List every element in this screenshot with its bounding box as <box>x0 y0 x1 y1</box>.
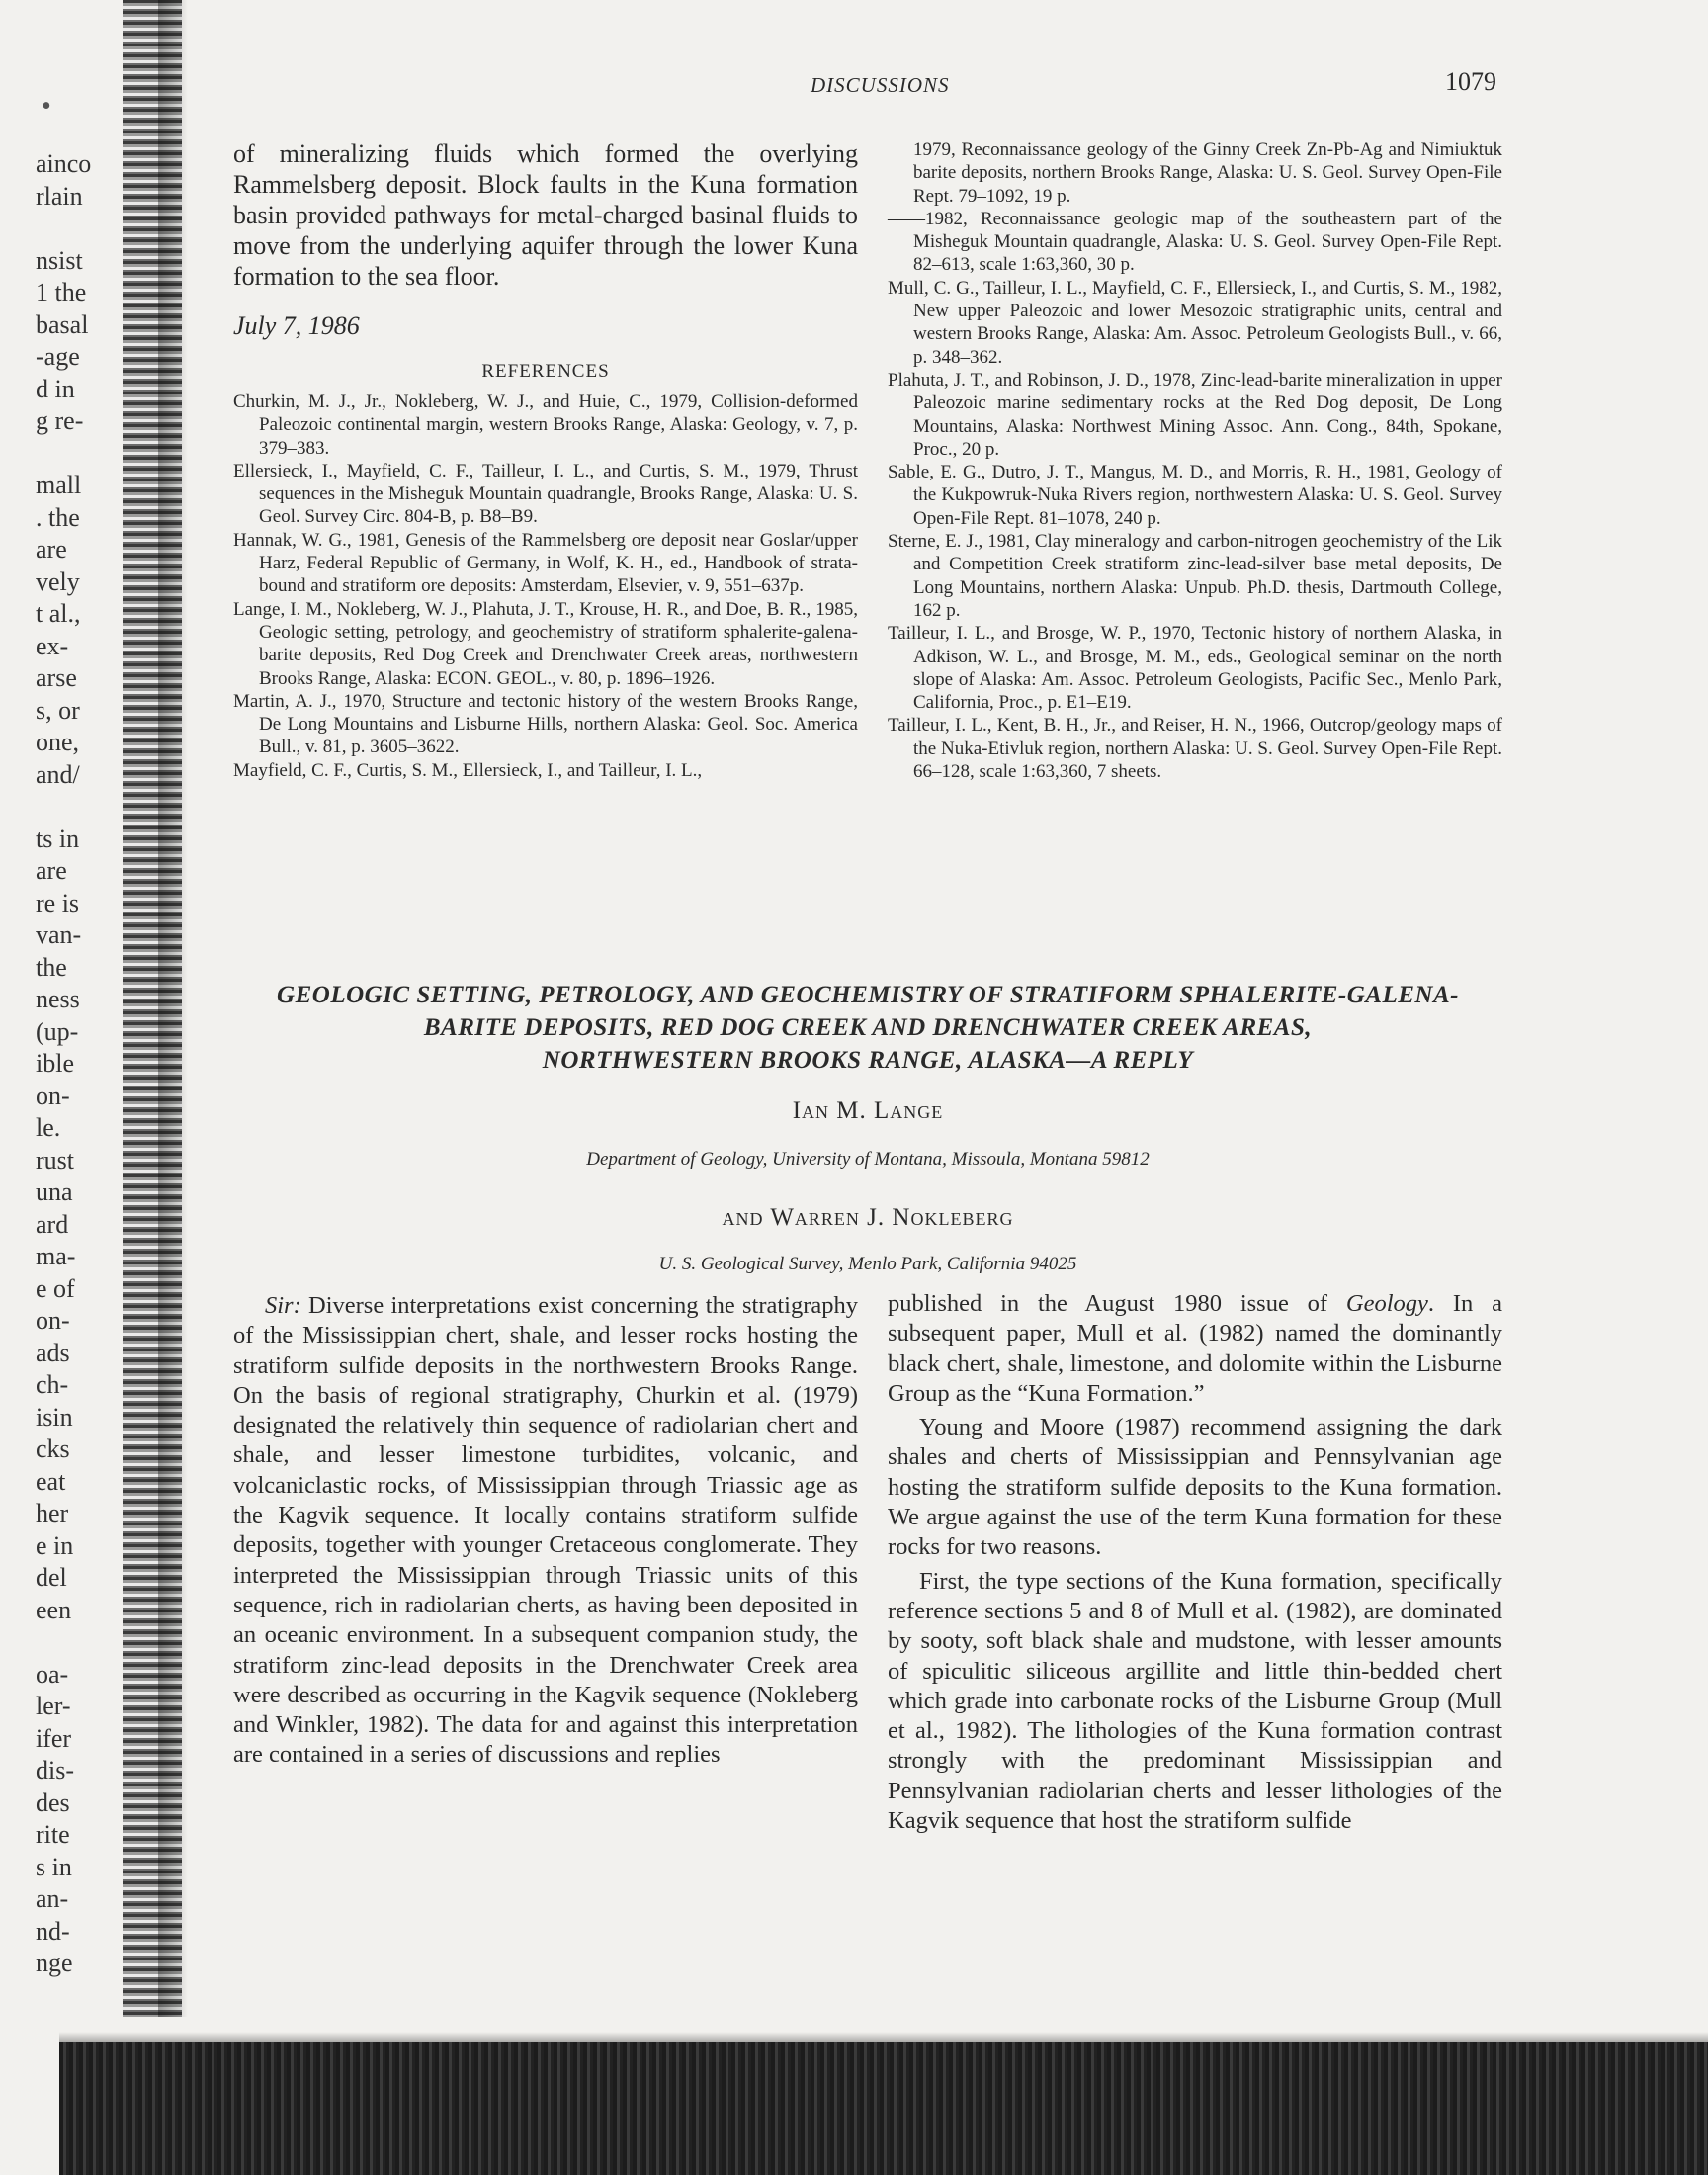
prior-discussion-right-column <box>888 138 1502 783</box>
article-title-line: GEOLOGIC SETTING, PETROLOGY, AND GEOCHEMISTRY OF STRATIFORM SPHALERITE-GALENA- <box>277 982 1459 1008</box>
author-name: Ian M. Lange <box>792 1097 944 1124</box>
adjacent-page-fragment: her <box>36 1499 69 1527</box>
body-paragraph-text: Diverse interpretations exist concerning the stratigraphy of the Mississippian chert, shale, and lesser rocks hosting the stratiform sulfide deposits in the northwestern Brooks Range. On the basis of regional stratigraphy, Churkin et al. (1979) designated the relatively thin sequence of radiolarian chert and shale, and lesser limestone turbidites, volcanic, and volcaniclastic rocks, of Mississippian through Triassic age as the Kagvik sequence. It locally contains stratiform sulfide deposits, together with younger Cretaceous conglomerate. They interpreted the Mississippian through Triassic units of this sequence, rich in radiolarian cherts, as having been deposited in an oceanic environment. In a subsequent companion study, the stratiform zinc-lead deposits in the Drenchwater Creek area were described as occurring in the Kagvik sequence (Nokleberg and Winkler, 1982). The data for and against this interpretation are contained in a series of discussions and replies <box>233 1292 859 1769</box>
adjacent-page-fragment: e in <box>36 1530 74 1560</box>
adjacent-page-fragment <box>36 791 134 824</box>
adjacent-page-fragment: le. <box>36 1113 61 1142</box>
adjacent-page-fragment: an- <box>36 1884 69 1913</box>
adjacent-page-fragment: arse <box>36 663 77 692</box>
journal-name: Geology <box>1345 1290 1428 1317</box>
adjacent-page-fragment: 1 the <box>36 278 87 306</box>
adjacent-page-fragment: een <box>36 1595 72 1624</box>
adjacent-page-fragment: ible <box>36 1049 74 1078</box>
adjacent-page-fragment: rite <box>36 1820 70 1849</box>
binding-edge-shadow <box>158 0 188 2017</box>
reference-item: Sable, E. G., Dutro, J. T., Mangus, M. D., and Morris, R. H., 1981, Geology of the Kukpowruk-Nuka Rivers region, northwestern Alaska: U. S. Geol. Survey Open-File Rept. 81–1078, 240 p. <box>888 462 1502 529</box>
closing-paragraph: of mineralizing fluids which formed the overlying Rammelsberg deposit. Block faults in the Kuna formation basin provided pathways for metal-charged basinal fluids to move from the underlying aquifer through the lower Kuna formation to the sea floor. <box>233 139 858 291</box>
adjacent-page-fragment: nge <box>36 1949 73 1977</box>
scan-speck: • <box>42 91 51 122</box>
adjacent-page-fragment: basal <box>36 309 89 339</box>
adjacent-page-fragment <box>36 438 134 471</box>
body-paragraph <box>233 1291 858 1771</box>
reply-body-left-column <box>233 1291 858 1771</box>
reference-item: Lange, I. M., Nokleberg, W. J., Plahuta, J. T., Krouse, H. R., and Doe, B. R., 1985, Geologic setting, petrology, and geochemistry of stratiform sphalerite-galena-barite deposits, Red Dog Creek and Drenchwater Creek areas, northwestern Brooks Range, Alaska: ECON. GEOL., v. 80, p. 1896–1926. <box>233 598 858 689</box>
adjacent-page-fragment: mall <box>36 471 82 499</box>
adjacent-page-fragment: -age <box>36 342 80 371</box>
adjacent-page-fragment: ifer <box>36 1723 72 1753</box>
adjacent-page-fragment: des <box>36 1787 70 1817</box>
reference-item: Hannak, W. G., 1981, Genesis of the Rammelsberg ore deposit near Goslar/upper Harz, Federal Republic of Germany, in Wolf, K. H., ed., Handbook of strata-bound and stratiform ore deposits: Amsterdam, Elsevier, v. 9, 551–637p. <box>233 529 858 597</box>
article-title-line: NORTHWESTERN BROOKS RANGE, ALASKA—A REPLY <box>542 1047 1194 1074</box>
adjacent-page-fragment: ads <box>36 1338 70 1367</box>
adjacent-page-fragment: rust <box>36 1145 74 1174</box>
body-paragraph: First, the type sections of the Kuna formation, specifically reference sections 5 and 8 of Mull et al. (1982), are dominated by sooty, soft black shale and mudstone, with lesser amounts of spiculitic siliceous argillite and little thin-bedded chert which grade into carbonate rocks of the Lisburne Group (Mull et al., 1982). The lithologies of the Kuna formation contrast strongly with the predominant Mississippian and Pennsylvanian radiolarian cherts and lesser lithologies of the Kagvik sequence that host the stratiform sulfide <box>888 1567 1502 1835</box>
author-affiliation: Department of Geology, University of Montana, Missoula, Montana 59812 <box>586 1149 1150 1170</box>
adjacent-page-fragment: t al., <box>36 599 81 628</box>
adjacent-page-fragment: g re- <box>36 406 84 435</box>
scan-bottom-band <box>59 2042 1708 2175</box>
adjacent-page-fragment: nd- <box>36 1916 70 1946</box>
adjacent-page-fragment: rlain <box>36 181 83 211</box>
adjacent-page-fragment: s in <box>36 1852 72 1881</box>
reference-continuation: 1979, Reconnaissance geology of the Ginny Creek Zn-Pb-Ag and Nimiuktuk barite deposits, northern Brooks Range, Alaska: U. S. Geol. Survey Open-File Rept. 79–1092, 19 p. <box>913 139 1502 207</box>
discussion-date: July 7, 1986 <box>233 311 360 340</box>
reply-body-right-column <box>888 1289 1502 1836</box>
page-number: 1079 <box>1445 67 1496 96</box>
prior-discussion-left-column <box>233 138 858 782</box>
body-paragraph-text: . In a subsequent paper, Mull et al. (1982) named the dominantly black chert, shale, limestone, and dolomite within the Lisburne Group as the “Kuna Formation.” <box>888 1290 1502 1407</box>
adjacent-page-fragment: una <box>36 1177 73 1206</box>
adjacent-page-fragment: oa- <box>36 1659 69 1689</box>
reference-item: Plahuta, J. T., and Robinson, J. D., 1978, Zinc-lead-barite mineralization in upper Paleozoic marine sedimentary rocks at the Red Dog deposit, De Long Mountains, Alaska: Northwest Mining Assoc. Ann. Cong., 84th, Spokane, Proc., 20 p. <box>888 369 1502 460</box>
adjacent-page-fragment: s, or <box>36 695 80 725</box>
adjacent-page-fragment: d in <box>36 374 75 403</box>
reference-item: Sterne, E. J., 1981, Clay mineralogy and carbon-nitrogen geochemistry of the Lik and Competition Creek stratiform zinc-lead-silver base metal deposits, De Long Mountains, northern Alaska: Unpub. Ph.D. thesis, Dartmouth College, 162 p. <box>888 531 1502 621</box>
adjacent-page-fragment: eat <box>36 1466 66 1496</box>
adjacent-page-fragment: are <box>36 856 67 885</box>
running-head: DISCUSSIONS <box>811 73 950 97</box>
adjacent-page-fragment: . the <box>36 502 80 532</box>
reference-item: Mayfield, C. F., Curtis, S. M., Ellersieck, I., and Tailleur, I. L., <box>233 759 703 781</box>
article-title <box>233 979 1502 1077</box>
body-paragraph-text: published in the August 1980 issue of <box>888 1290 1346 1317</box>
reference-item: Tailleur, I. L., and Brosge, W. P., 1970, Tectonic history of northern Alaska, in Adkison, W. L., and Brosge, M. M., eds., Geological seminar on the north slope of Alaska: Am. Assoc. Petroleum Geologists, Pacific Sec., Menlo Park, California, Proc., p. E1–E19. <box>888 623 1502 714</box>
salutation: Sir: <box>265 1292 301 1319</box>
adjacent-page-fragment: isin <box>36 1402 73 1432</box>
adjacent-page-fragment: vely <box>36 566 80 596</box>
adjacent-page-fragment <box>36 1626 134 1659</box>
reference-item: Mull, C. G., Tailleur, I. L., Mayfield, C. F., Ellersieck, I., and Curtis, S. M., 1982, New upper Paleozoic and lower Mesozoic stratigraphic units, central and western Brooks Range, Alaska: Am. Assoc. Petroleum Geologists Bull., v. 66, p. 348–362. <box>888 277 1502 368</box>
reference-item: ——1982, Reconnaissance geologic map of the southeastern part of the Misheguk Mountain quadrangle, Alaska: U. S. Geol. Survey Open-File Rept. 82–613, scale 1:63,360, 30 p. <box>888 208 1502 276</box>
adjacent-page-fragment: ts in <box>36 824 80 853</box>
adjacent-page-fragment: the <box>36 952 67 982</box>
references-heading: REFERENCES <box>481 361 610 382</box>
adjacent-page-fragment: ard <box>36 1209 69 1239</box>
adjacent-page-fragment: one, <box>36 728 80 756</box>
adjacent-page-fragment: cks <box>36 1435 70 1463</box>
adjacent-page-text-fragments <box>36 148 134 1980</box>
adjacent-page-fragment: on- <box>36 1306 70 1335</box>
article-title-line: BARITE DEPOSITS, RED DOG CREEK AND DRENCHWATER CREEK AREAS, <box>423 1014 1313 1041</box>
adjacent-page-fragment: on- <box>36 1081 70 1110</box>
adjacent-page-fragment <box>36 213 134 245</box>
adjacent-page-fragment: ler- <box>36 1692 71 1720</box>
adjacent-page-fragment: van- <box>36 920 82 949</box>
adjacent-page-fragment: and/ <box>36 759 80 789</box>
adjacent-page-fragment: del <box>36 1563 67 1592</box>
reference-item: Churkin, M. J., Jr., Nokleberg, W. J., and Huie, C., 1979, Collision-deformed Paleozoic continental margin, western Brooks Range, Alaska: Geology, v. 7, p. 379–383. <box>233 392 858 459</box>
adjacent-page-fragment: ainco <box>36 149 92 178</box>
adjacent-page-fragment: re is <box>36 888 80 917</box>
author-affiliation: U. S. Geological Survey, Menlo Park, California 94025 <box>658 1254 1077 1274</box>
adjacent-page-fragment: ex- <box>36 631 69 660</box>
adjacent-page-fragment: (up- <box>36 1016 79 1046</box>
adjacent-page-fragment: ch- <box>36 1370 69 1399</box>
body-paragraph: Young and Moore (1987) recommend assigning the dark shales and cherts of Mississippian and Pennsylvanian age hosting the stratiform sulfide deposits to the Kuna formation. We argue against the use of the term Kuna formation for these rocks for two reasons. <box>888 1414 1502 1561</box>
adjacent-page-fragment: are <box>36 535 67 564</box>
reference-item: Tailleur, I. L., Kent, B. H., Jr., and Reiser, H. N., 1966, Outcrop/geology maps of the Nuka-Etivluk region, northern Alaska: U. S. Geol. Survey Open-File Rept. 66–128, scale 1:63,360, 7 sheets. <box>888 715 1502 783</box>
reference-item: Ellersieck, I., Mayfield, C. F., Tailleur, I. L., and Curtis, S. M., 1979, Thrust sequences in the Misheguk Mountain quadrangle, Brooks Range, Alaska: U. S. Geol. Survey Circ. 804-B, p. B8–B9. <box>233 460 858 528</box>
adjacent-page-fragment: dis- <box>36 1756 74 1784</box>
author-name: and Warren J. Nokleberg <box>722 1204 1014 1231</box>
adjacent-page-fragment: ness <box>36 985 80 1013</box>
adjacent-page-fragment: e of <box>36 1273 75 1303</box>
reference-item: Martin, A. J., 1970, Structure and tectonic history of the western Brooks Range, De Long Mountains and Lisburne Hills, northern Alaska: Geol. Soc. America Bull., v. 81, p. 3605–3622. <box>233 690 858 758</box>
adjacent-page-fragment: ma- <box>36 1242 76 1270</box>
adjacent-page-fragment: nsist <box>36 245 83 275</box>
body-paragraph <box>888 1289 1502 1409</box>
